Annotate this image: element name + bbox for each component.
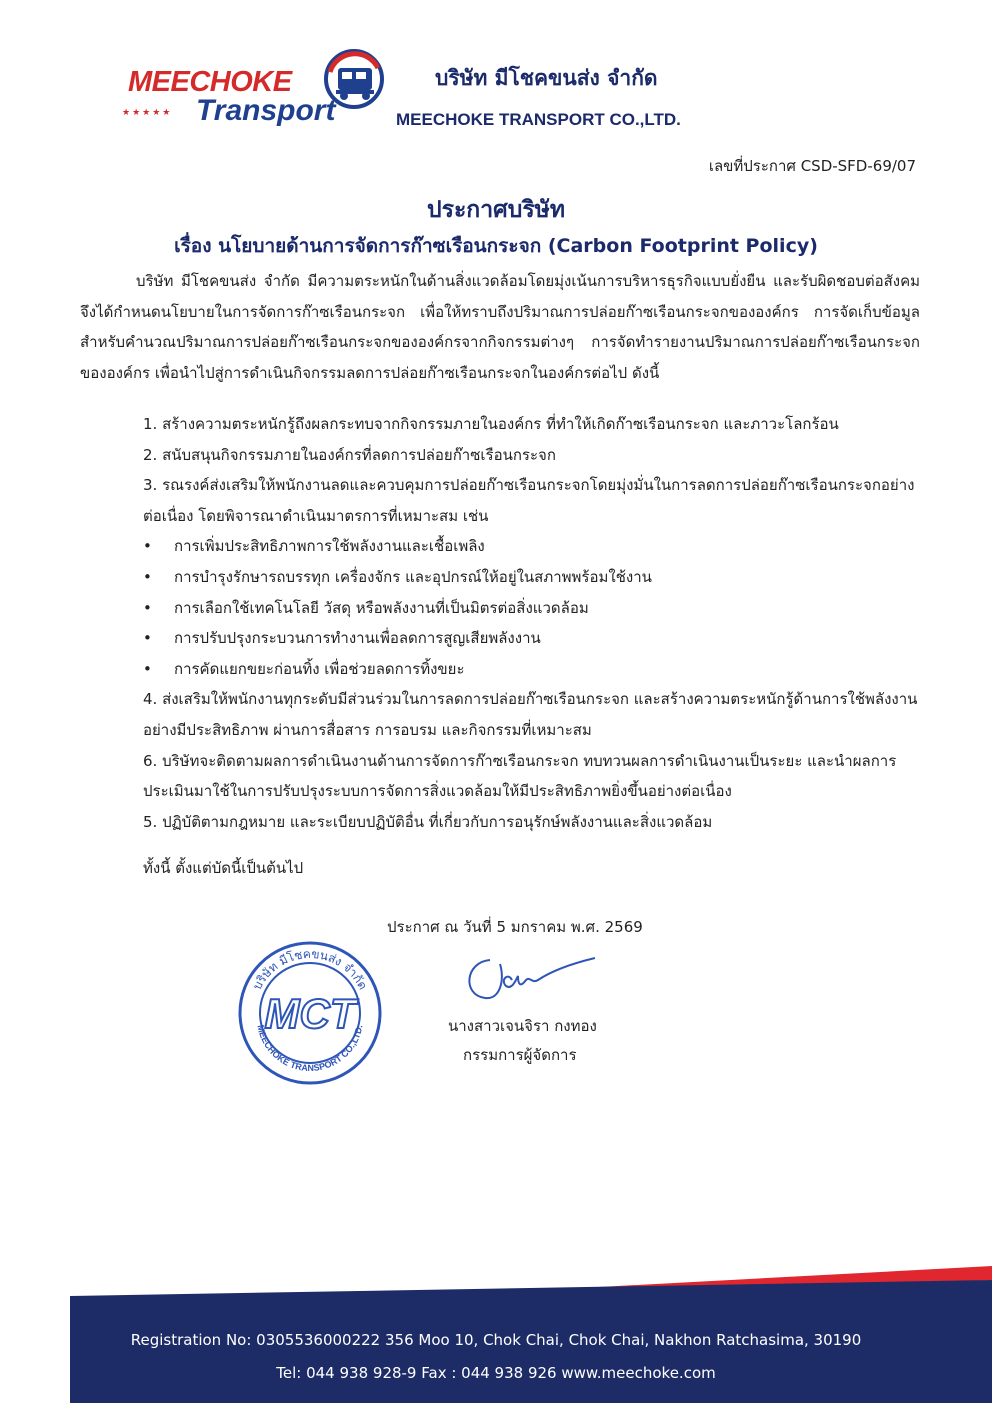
bullet-text: การเพิ่มประสิทธิภาพการใช้พลังงานและเชื้อเพลิง <box>174 537 485 556</box>
closing-line: ทั้งนี้ ตั้งแต่บัดนี้เป็นต้นไป <box>143 859 304 877</box>
company-seal-stamp <box>235 938 385 1088</box>
seal-center-text: MCT <box>264 990 356 1037</box>
bullet-text: การคัดแยกขยะก่อนทิ้ง เพื่อช่วยลดการทิ้งขยะ <box>174 659 465 678</box>
announcement-date: ประกาศ ณ วันที่ 5 มกราคม พ.ศ. 2569 <box>387 918 643 936</box>
bullet-text: การปรับปรุงกระบวนการทำงานเพื่อลดการสูญเสียพลังงาน <box>174 629 541 648</box>
handwritten-signature <box>460 950 600 1010</box>
bullet-item <box>143 562 923 593</box>
announcement-number: เลขที่ประกาศ CSD-SFD-69/07 <box>708 157 916 175</box>
bullet-item <box>143 623 923 654</box>
seal-top-text: บริษัท มีโชคขนส่ง จำกัด <box>249 946 371 993</box>
bullet-icon: • <box>143 537 152 556</box>
policy-items <box>143 409 923 837</box>
bullet-icon: • <box>143 629 152 648</box>
policy-item-6: 6. บริษัทจะติดตามผลการดำเนินงานด้านการจัดการก๊าซเรือนกระจก ทบทวนผลการดำเนินงานเป็นระยะ และนำผลการประเมินมาใช้ในการปรับปรุงระบบการจัดการสิ่งแวดล้อมให้มีประสิทธิภาพยิ่งขึ้นอย่างต่อเนื่อง <box>143 751 897 801</box>
policy-item-4: 4. ส่งเสริมให้พนักงานทุกระดับมีส่วนร่วมในการลดการปล่อยก๊าซเรือนกระจก และสร้างความตระหนักรู้ด้านการใช้พลังงานอย่างมีประสิทธิภาพ ผ่านการสื่อสาร การอบรม และกิจกรรมที่เหมาะสม <box>143 690 918 739</box>
intro-paragraph: บริษัท มีโชคขนส่ง จำกัด มีความตระหนักในด้านสิ่งแวดล้อมโดยมุ่งเน้นการบริหารธุรกิจแบบยั่งยืน และรับผิดชอบต่อสังคม จึงได้กำหนดนโยบายในการจัดการก๊าซเรือนกระจก เพื่อให้ทราบถึงปริมาณการปล่อยก๊าซเรือนกระจกขององค์กร การจัดเก็บข้อมูลสำหรับคำนวณปริมาณการปล่อยก๊าซเรือนกระจกขององค์กรจากกิจกรรมต่างๆ การจัดทำรายงานปริมาณการปล่อยก๊าซเรือนกระจกขององค์กร เพื่อนำไปสู่การดำเนินกิจกรรมลดการปล่อยก๊าซเรือนกระจกในองค์กรต่อไป ดังนี้ <box>80 272 920 382</box>
logo-stars: ★★★★★ <box>122 108 173 118</box>
company-name-english: MEECHOKE TRANSPORT CO.,LTD. <box>396 110 681 129</box>
company-name-thai: บริษัท มีโชคขนส่ง จำกัด <box>435 66 658 90</box>
document-subject: เรื่อง นโยบายด้านการจัดการก๊าซเรือนกระจก (Carbon Footprint Policy) <box>174 235 818 257</box>
logo-transport-text: Transport <box>196 94 336 127</box>
policy-item-1: 1. สร้างความตระหนักรู้ถึงผลกระทบจากกิจกรรมภายในองค์กร ที่ทำให้เกิดก๊าซเรือนกระจก และภาวะโลกร้อน <box>143 415 839 433</box>
bullet-icon: • <box>143 567 152 586</box>
bullet-item <box>143 654 923 685</box>
footer-registration-address: Registration No: 0305536000222 356 Moo 10, Chok Chai, Chok Chai, Nakhon Ratchasima, 30190 <box>130 1331 862 1349</box>
bullet-text: การเลือกใช้เทคโนโลยี วัสดุ หรือพลังงานที่เป็นมิตรต่อสิ่งแวดล้อม <box>174 598 589 617</box>
bullet-item <box>143 593 923 624</box>
signer-name: นางสาวเจนจิรา กงทอง <box>448 1017 597 1035</box>
seal-bottom-text: MEECHOKE TRANSPORT CO.,LTD. <box>255 1023 365 1074</box>
policy-item-5: 5. ปฏิบัติตามกฎหมาย และระเบียบปฏิบัติอื่น ที่เกี่ยวกับการอนุรักษ์พลังงานและสิ่งแวดล้อม <box>143 812 713 831</box>
policy-item-3: 3. รณรงค์ส่งเสริมให้พนักงานลดและควบคุมการปล่อยก๊าซเรือนกระจกโดยมุ่งมั่นในการลดการปล่อยก๊าซเรือนกระจกอย่างต่อเนื่อง โดยพิจารณาดำเนินมาตรการที่เหมาะสม เช่น <box>143 476 915 525</box>
bullet-text: การบำรุงรักษารถบรรทุก เครื่องจักร และอุปกรณ์ให้อยู่ในสภาพพร้อมใช้งาน <box>174 567 652 586</box>
policy-item-2: 2. สนับสนุนกิจกรรมภายในองค์กรที่ลดการปล่อยก๊าซเรือนกระจก <box>143 445 556 464</box>
bullet-icon: • <box>143 659 152 678</box>
signer-position: กรรมการผู้จัดการ <box>463 1046 577 1064</box>
bullet-icon: • <box>143 598 152 617</box>
bullet-item <box>143 531 923 562</box>
document-title: ประกาศบริษัท <box>426 197 566 223</box>
footer-contact: Tel: 044 938 928-9 Fax : 044 938 926 www.meechoke.com <box>276 1364 716 1382</box>
logo-meechoke-text: MEECHOKE <box>128 66 292 98</box>
